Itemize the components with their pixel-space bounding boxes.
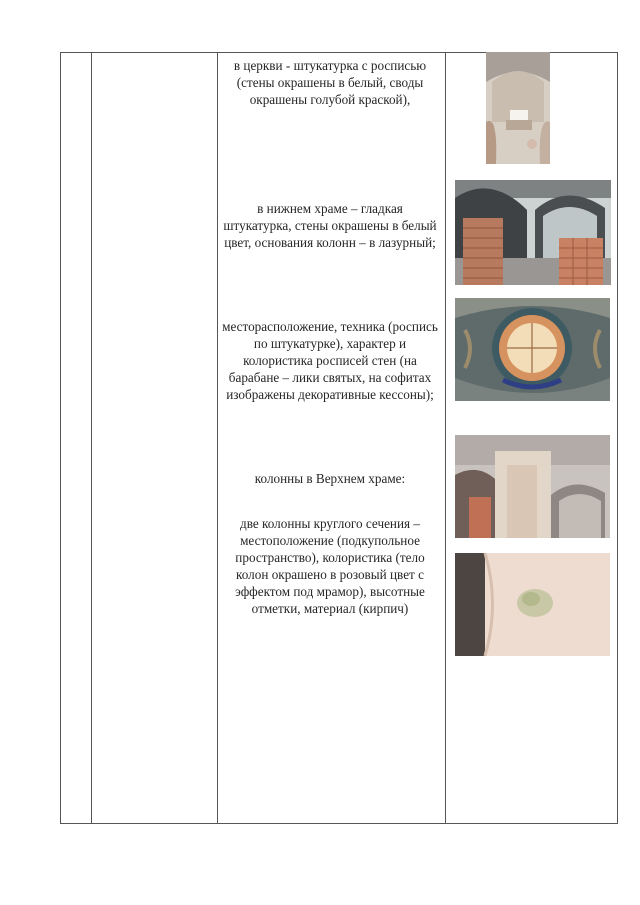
upper-church-columns-photo: [455, 435, 610, 538]
church-vault-window-photo: [486, 52, 550, 164]
description-text-5: две колонны круглого сечения – местоположение (подкупольное пространство), колористика (тело колон окрашено в розовый цвет с эффектом под мрамор), высотные отметки, материал (кирпич): [235, 516, 425, 616]
description-text-4: колонны в Верхнем храме:: [254, 471, 406, 486]
column-divider: [217, 53, 218, 823]
description-text-3: месторасположение, техника (роспись по штукатурке), характер и колористика росписей стен (на барабане – лики святых, на софитах изображены декоративные кессоны);: [222, 319, 438, 402]
column-marble-detail-photo: [455, 553, 610, 656]
column-divider: [445, 53, 446, 823]
description-text-2: в нижнем храме – гладкая штукатурка, стены окрашены в белый цвет, основания колонн – в лазурный;: [223, 201, 437, 250]
dome-painting-photo: [455, 298, 610, 401]
description-text-1: в церкви - штукатурка с росписью (стены окрашены в белый, своды окрашены голубой краской),: [233, 58, 427, 107]
column-divider: [91, 53, 92, 823]
lower-church-arches-photo: [455, 180, 611, 285]
